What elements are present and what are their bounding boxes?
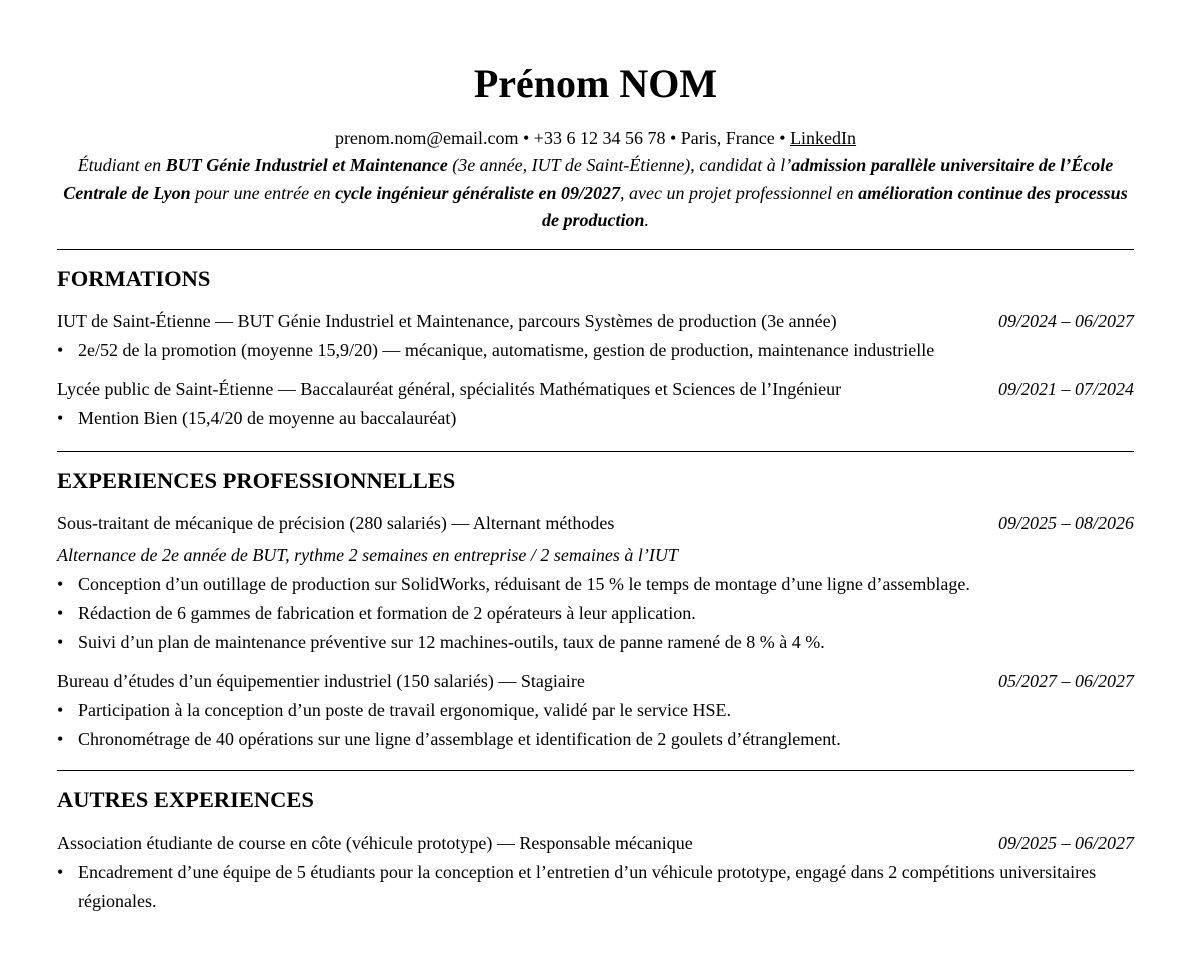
entry-date: 05/2027 – 06/2027 xyxy=(997,670,1134,691)
bullet-item: • Encadrement d’une équipe de 5 étudiants pour la conception et l’entretien d’un véhicule prototype, engagé dans 2 compétitions universitaires régionales. xyxy=(57,858,1134,916)
summary-text: . xyxy=(644,210,649,230)
contact-separator: • xyxy=(518,128,534,148)
other-experience-entry xyxy=(57,830,1134,916)
bullet-list xyxy=(57,696,1134,754)
entry-header xyxy=(57,308,1134,334)
contact-separator: • xyxy=(774,128,791,148)
section-title-autres: AUTRES EXPERIENCES xyxy=(57,786,314,812)
section-divider xyxy=(57,770,1134,771)
candidate-name: Prénom NOM xyxy=(473,61,718,106)
bullet-list xyxy=(57,404,1134,433)
summary-text: Étudiant en xyxy=(77,155,166,175)
entry-title: Lycée public de Saint-Étienne — Baccalauréat général, spécialités Mathématiques et Sciences de l’Ingénieur xyxy=(57,378,842,399)
section-divider xyxy=(57,249,1134,250)
bullet-list xyxy=(57,858,1134,916)
contact-separator: • xyxy=(665,128,681,148)
bullet-item: • Participation à la conception d’un poste de travail ergonomique, validé par le service HSE. xyxy=(57,696,1134,725)
entry-header xyxy=(57,668,1134,694)
summary-highlight: admission parallèle universitaire de l’École Centrale de Lyon xyxy=(63,155,1114,203)
bullet-item: • Rédaction de 6 gammes de fabrication et formation de 2 opérateurs à leur application. xyxy=(57,599,1134,628)
bullet-list xyxy=(57,570,1134,657)
summary-highlight: cycle ingénieur généraliste en 09/2027 xyxy=(335,182,621,203)
resume-page xyxy=(57,0,1134,916)
summary-text: pour une entrée en xyxy=(190,182,336,203)
section-divider xyxy=(57,451,1134,452)
entry-header xyxy=(57,510,1134,536)
bullet-item: • Conception d’un outillage de production sur SolidWorks, réduisant de 15 % le temps de montage d’une ligne d’assemblage. xyxy=(57,570,1134,599)
entry-header xyxy=(57,376,1134,402)
entry-header xyxy=(57,830,1134,856)
entry-title: IUT de Saint-Étienne — BUT Génie Industriel et Maintenance, parcours Systèmes de production (3e année) xyxy=(57,310,837,331)
section-title-formations: FORMATIONS xyxy=(57,265,211,291)
entry-title: Sous-traitant de mécanique de précision (280 salariés) — Alternant méthodes xyxy=(57,512,615,533)
section-title-experiences: EXPERIENCES PROFESSIONNELLES xyxy=(57,467,456,493)
profile-summary xyxy=(57,152,1134,235)
entry-date: 09/2021 – 07/2024 xyxy=(997,378,1134,399)
entry-date: 09/2024 – 06/2027 xyxy=(997,310,1134,331)
education-entry xyxy=(57,308,1134,365)
summary-text: (3e année, IUT de Saint-Étienne), candidat à l’ xyxy=(447,155,792,175)
summary-highlight: amélioration continue des processus de production xyxy=(541,182,1128,230)
bullet-item: • Suivi d’un plan de maintenance préventive sur 12 machines-outils, taux de panne ramené de 8 % à 4 %. xyxy=(57,628,1134,657)
phone-text: +33 6 12 34 56 78 xyxy=(533,128,666,148)
entry-date: 09/2025 – 06/2027 xyxy=(997,832,1134,853)
location-text: Paris, France xyxy=(680,128,775,148)
bullet-item: • Chronométrage de 40 opérations sur une ligne d’assemblage et identification de 2 goulets d’étranglement. xyxy=(57,725,1134,754)
education-entry xyxy=(57,376,1134,433)
summary-text: , avec un projet professionnel en xyxy=(620,182,859,203)
contact-line xyxy=(57,126,1134,150)
experience-entry xyxy=(57,510,1134,657)
summary-highlight: BUT Génie Industriel et Maintenance xyxy=(165,155,448,175)
entry-title: Association étudiante de course en côte (véhicule prototype) — Responsable mécanique xyxy=(57,832,693,853)
bullet-item: • 2e/52 de la promotion (moyenne 15,9/20) — mécanique, automatisme, gestion de production, maintenance industrielle xyxy=(57,336,1134,365)
email-text: prenom.nom@email.com xyxy=(334,128,519,148)
linkedin-link[interactable]: LinkedIn xyxy=(790,128,857,148)
bullet-item: • Mention Bien (15,4/20 de moyenne au baccalauréat) xyxy=(57,404,1134,433)
entry-date: 09/2025 – 08/2026 xyxy=(997,512,1134,533)
bullet-list xyxy=(57,336,1134,365)
entry-subtitle: Alternance de 2e année de BUT, rythme 2 semaines en entreprise / 2 semaines à l’IUT xyxy=(57,544,678,565)
entry-title: Bureau d’études d’un équipementier industriel (150 salariés) — Stagiaire xyxy=(57,670,585,691)
experience-entry xyxy=(57,668,1134,754)
